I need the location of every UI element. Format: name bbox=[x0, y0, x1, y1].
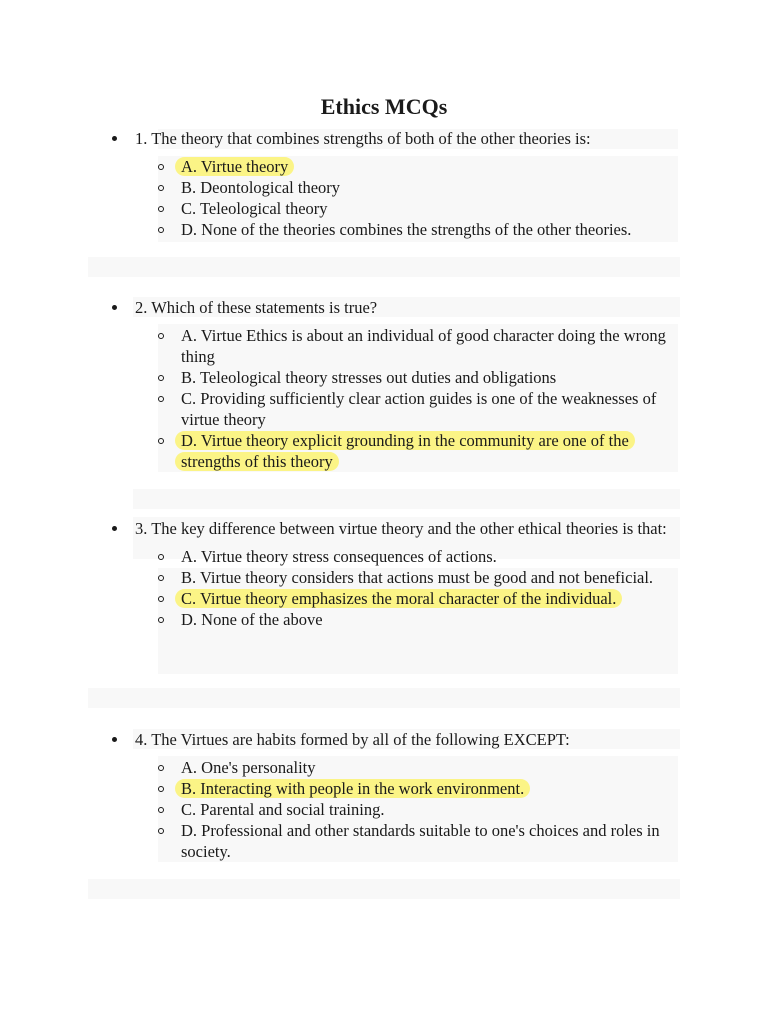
table-band bbox=[133, 489, 680, 509]
table-band bbox=[88, 257, 680, 277]
option-item bbox=[112, 799, 682, 820]
option-list bbox=[112, 757, 682, 862]
option-text: B. Deontological theory bbox=[181, 178, 341, 197]
option-item bbox=[112, 198, 682, 219]
option-item bbox=[112, 325, 682, 367]
option-text: D. Professional and other standards suitable to one's choices and roles in society. bbox=[181, 821, 660, 861]
highlighted-answer: B. Interacting with people in the work environment. bbox=[175, 779, 530, 798]
option-text: B. Teleological theory stresses out duties and obligations bbox=[181, 368, 557, 387]
option-text: D. None of the above bbox=[181, 610, 323, 629]
question-2 bbox=[112, 297, 682, 472]
question-text: 4. The Virtues are habits formed by all of the following EXCEPT: bbox=[135, 730, 570, 749]
option-text: A. One's personality bbox=[181, 758, 316, 777]
page-title: Ethics MCQs bbox=[320, 94, 448, 119]
option-item bbox=[112, 156, 682, 177]
option-item bbox=[112, 430, 682, 472]
option-text: C. Providing sufficiently clear action guides is one of the weaknesses of virtue theory bbox=[181, 389, 657, 429]
question-text: 1. The theory that combines strengths of both of the other theories is: bbox=[135, 129, 591, 148]
option-text: A. Virtue theory stress consequences of actions. bbox=[181, 547, 497, 566]
option-item bbox=[112, 219, 682, 240]
circle-bullet-icon bbox=[158, 786, 164, 792]
option-text: B. Virtue theory considers that actions must be good and not beneficial. bbox=[181, 568, 654, 587]
option-item bbox=[112, 588, 682, 609]
option-item bbox=[112, 567, 682, 588]
bullet-icon bbox=[112, 136, 117, 141]
option-item bbox=[112, 546, 682, 567]
option-item bbox=[112, 177, 682, 198]
circle-bullet-icon bbox=[158, 227, 164, 233]
circle-bullet-icon bbox=[158, 333, 164, 339]
option-list bbox=[112, 546, 682, 630]
bullet-icon bbox=[112, 737, 117, 742]
circle-bullet-icon bbox=[158, 828, 164, 834]
highlighted-answer: D. Virtue theory explicit grounding in the community are one of the strengths of this theory bbox=[175, 431, 635, 471]
option-item bbox=[112, 367, 682, 388]
option-item bbox=[112, 609, 682, 630]
option-item bbox=[112, 757, 682, 778]
circle-bullet-icon bbox=[158, 375, 164, 381]
circle-bullet-icon bbox=[158, 164, 164, 170]
option-text: C. Parental and social training. bbox=[181, 800, 385, 819]
option-text: C. Teleological theory bbox=[181, 199, 328, 218]
circle-bullet-icon bbox=[158, 185, 164, 191]
circle-bullet-icon bbox=[158, 554, 164, 560]
table-band bbox=[88, 688, 680, 708]
circle-bullet-icon bbox=[158, 807, 164, 813]
question-4 bbox=[112, 729, 682, 862]
circle-bullet-icon bbox=[158, 575, 164, 581]
highlighted-answer: A. Virtue theory bbox=[175, 157, 294, 176]
bullet-icon bbox=[112, 526, 117, 531]
circle-bullet-icon bbox=[158, 617, 164, 623]
question-1 bbox=[112, 128, 682, 240]
question-3 bbox=[112, 518, 682, 630]
circle-bullet-icon bbox=[158, 396, 164, 402]
question-text: 3. The key difference between virtue theory and the other ethical theories is that: bbox=[135, 519, 667, 538]
option-item bbox=[112, 388, 682, 430]
circle-bullet-icon bbox=[158, 596, 164, 602]
highlighted-answer: C. Virtue theory emphasizes the moral character of the individual. bbox=[175, 589, 622, 608]
table-band bbox=[88, 879, 680, 899]
option-item bbox=[112, 778, 682, 799]
circle-bullet-icon bbox=[158, 438, 164, 444]
bullet-icon bbox=[112, 305, 117, 310]
circle-bullet-icon bbox=[158, 206, 164, 212]
option-list bbox=[112, 325, 682, 472]
circle-bullet-icon bbox=[158, 765, 164, 771]
question-text: 2. Which of these statements is true? bbox=[135, 298, 378, 317]
option-text: D. None of the theories combines the strengths of the other theories. bbox=[181, 220, 632, 239]
option-list bbox=[112, 156, 682, 240]
option-text: A. Virtue Ethics is about an individual of good character doing the wrong thing bbox=[181, 326, 666, 366]
option-item bbox=[112, 820, 682, 862]
